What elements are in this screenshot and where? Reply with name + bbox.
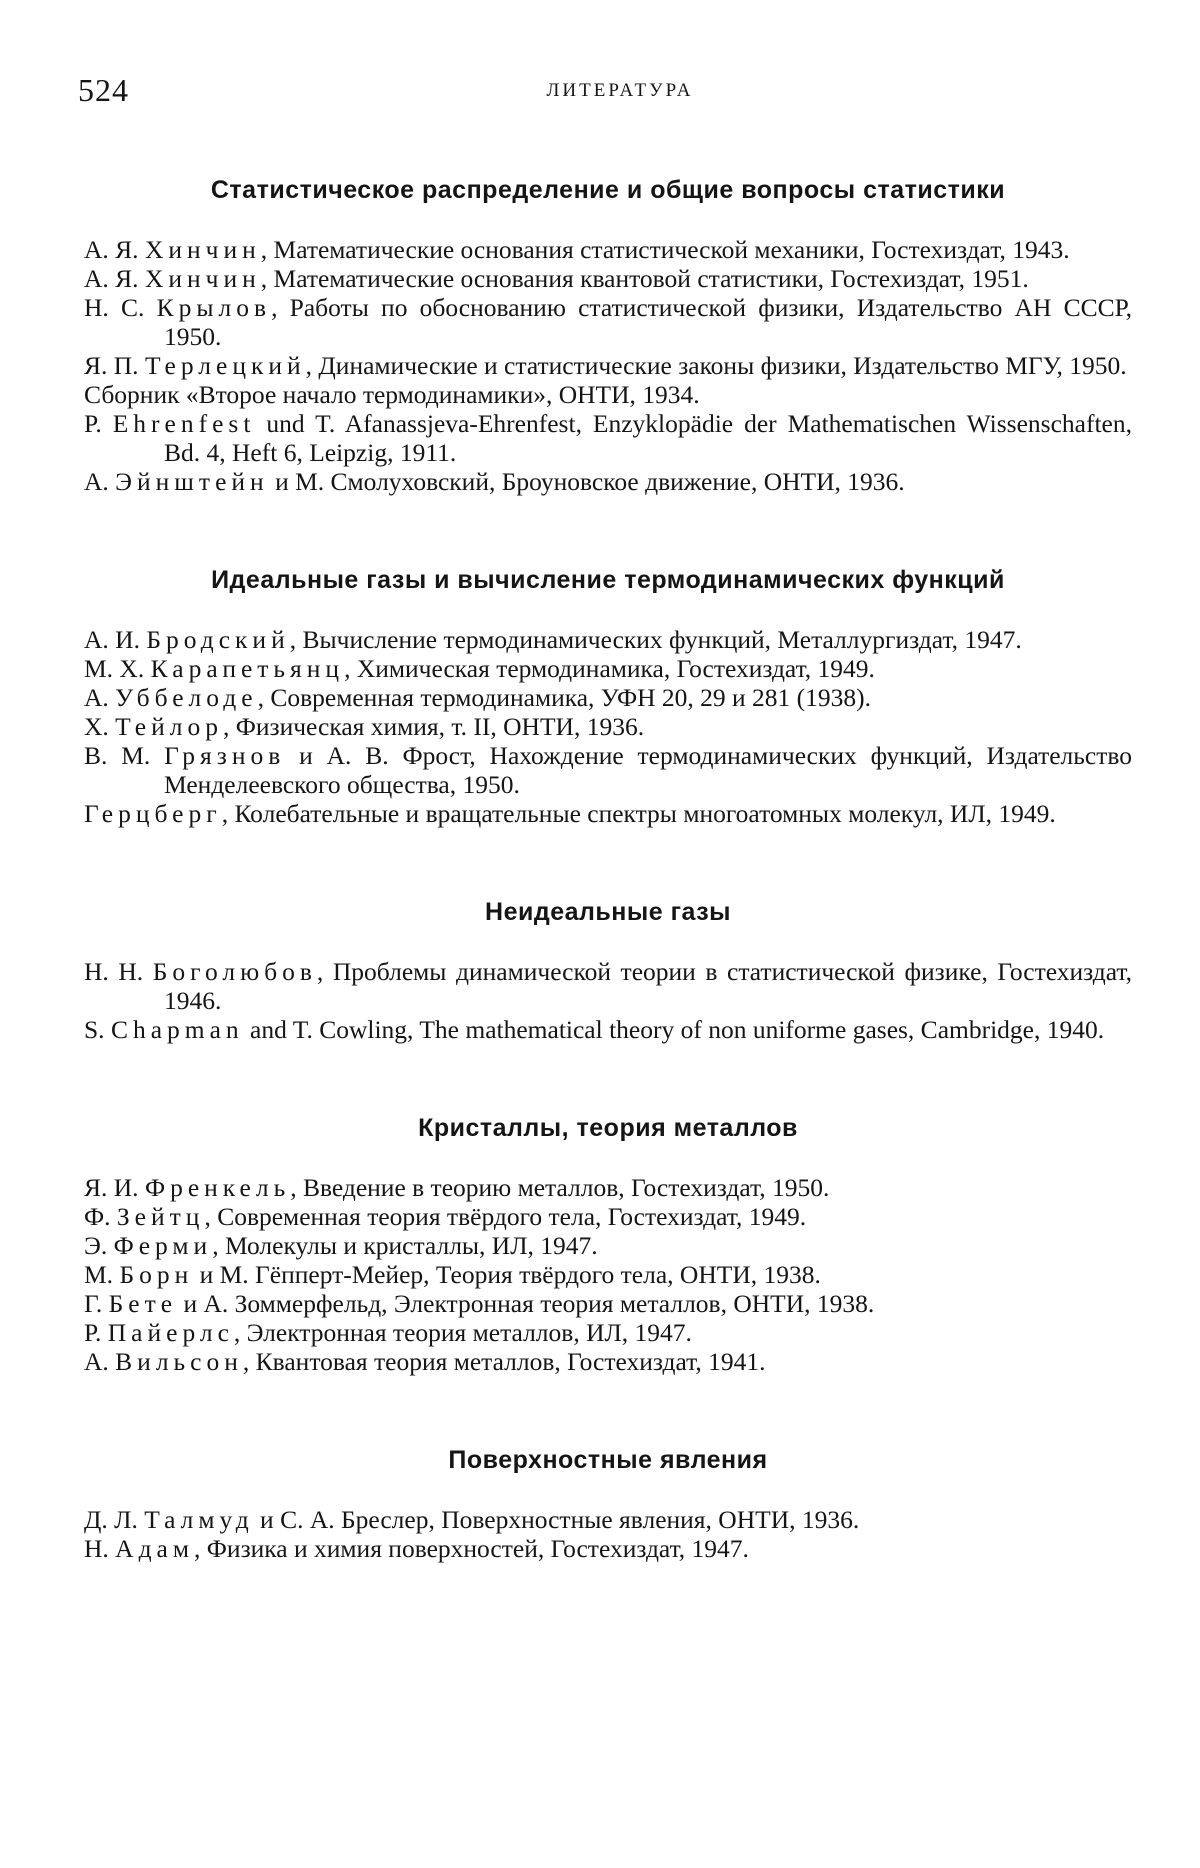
reference-author: Пайерлс [107,1318,234,1347]
reference-details: , Проблемы динамической теории в статистической физике, Гостехиздат, 1946. [164,957,1132,1015]
reference-author: Грязнов [164,741,286,770]
reference-details: Сборник «Второе начало термодинамики», ОНТИ, 1934. [84,380,700,409]
section-heading: Неидеальные газы [485,898,731,926]
reference-details: , Современная термодинамика, УФН 20, 29 и 281 (1938). [257,683,872,712]
reference-entry [84,1260,1132,1289]
reference-list [84,957,1132,1044]
reference-entry [84,293,1132,351]
reference-details: и М. Смолуховский, Броуновское движение, ОНТИ, 1936. [268,467,905,496]
reference-author: Борн [119,1260,194,1289]
reference-entry [84,957,1132,1015]
reference-entry [84,1231,1132,1260]
reference-details: , Колебательные и вращательные спектры многоатомных молекул, ИЛ, 1949. [221,799,1056,828]
reference-author: Хинчин [144,235,261,264]
reference-details: , Молекулы и кристаллы, ИЛ, 1947. [212,1231,598,1260]
reference-details: и С. А. Бреслер, Поверхностные явления, ОНТИ, 1936. [253,1505,860,1534]
page-number: 524 [78,72,129,108]
reference-details: , Физика и химия поверхностей, Гостехиздат, 1947. [194,1534,749,1563]
reference-list [84,235,1132,496]
reference-initials: Я. П. [84,351,145,380]
section-heading: Идеальные газы и вычисление термодинамических функций [211,566,1005,594]
reference-entry [84,1534,1132,1563]
running-title: ЛИТЕРАТУРА [546,80,694,101]
reference-author: Адам [115,1534,195,1563]
reference-details: , Вычисление термодинамических функций, Металлургиздат, 1947. [289,625,1022,654]
reference-author: Ферми [113,1231,213,1260]
reference-initials: Ф. [84,1202,117,1231]
reference-author: Вильсон [115,1347,243,1376]
reference-initials: А. И. [84,625,147,654]
reference-initials: Д. Л. [84,1505,145,1534]
reference-author: Френкель [144,1173,291,1202]
reference-initials: Р. [84,1318,108,1347]
reference-entry [84,235,1132,264]
reference-initials: Г. [84,1289,109,1318]
reference-author: Бродский [146,625,290,654]
reference-entry [84,1202,1132,1231]
reference-entry [84,683,1132,712]
reference-initials: В. М. [84,741,165,770]
reference-author: Боголюбов [152,957,317,986]
reference-entry [84,712,1132,741]
reference-initials: P. [84,409,113,438]
reference-initials: А. [84,1347,116,1376]
bibliography [84,176,1132,1633]
reference-initials: А. Я. [84,235,145,264]
reference-details: , Электронная теория металлов, ИЛ, 1947. [233,1318,692,1347]
reference-details: , Физическая химия, т. II, ОНТИ, 1936. [222,712,645,741]
running-head [78,72,1122,112]
reference-details: и А. В. Фрост, Нахождение термодинамических функций, Издательство Менделеевского общества, 1950. [164,741,1132,799]
reference-details: , Динамические и статистические законы физики, Издательство МГУ, 1950. [305,351,1127,380]
reference-author: Терлецкий [144,351,306,380]
reference-details: , Введение в теорию металлов, Гостехиздат, 1950. [290,1173,830,1202]
reference-author: Карапетьянц [150,654,345,683]
reference-author: Эйнштейн [115,467,269,496]
reference-initials: М. Х. [84,654,151,683]
reference-entry [84,1015,1132,1044]
reference-entry [84,625,1132,654]
reference-details: , Квантовая теория металлов, Гостехиздат, 1941. [242,1347,766,1376]
reference-author: Тейлор [115,712,223,741]
section-heading: Поверхностные явления [448,1446,768,1474]
reference-author: Герцберг [84,799,222,828]
section-heading: Статистическое распределение и общие вопросы статистики [210,176,1006,204]
reference-author: Ehrenfest [112,409,256,438]
reference-author: Хинчин [144,264,261,293]
reference-list [84,1173,1132,1376]
reference-entry [84,654,1132,683]
reference-entry [84,380,1132,409]
reference-details: und T. Afanassjeva-Ehrenfest, Enzyklopädie der Mathematischen Wissenschaften, Bd. 4, Heft 6, Leipzig, 1911. [164,409,1133,467]
reference-initials: S. [84,1015,111,1044]
reference-details: и М. Гёпперт-Мейер, Теория твёрдого тела, ОНТИ, 1938. [193,1260,821,1289]
reference-entry [84,1347,1132,1376]
reference-entry [84,1173,1132,1202]
reference-list [84,1505,1132,1563]
reference-author: Талмуд [144,1505,254,1534]
reference-details: и А. Зоммерфельд, Электронная теория металлов, ОНТИ, 1938. [177,1289,875,1318]
reference-initials: А. Я. [84,264,145,293]
reference-initials: Э. [84,1231,114,1260]
reference-details: , Математические основания статистической механики, Гостехиздат, 1943. [260,235,1070,264]
reference-initials: А. [84,683,116,712]
reference-details: , Химическая термодинамика, Гостехиздат, 1949. [344,654,875,683]
reference-entry [84,741,1132,799]
reference-author: Бете [108,1289,178,1318]
reference-initials: Я. И. [84,1173,145,1202]
reference-entry [84,1505,1132,1534]
reference-initials: М. [84,1260,120,1289]
reference-list [84,625,1132,828]
reference-author: Уббелоде [115,683,258,712]
reference-author: Chapman [110,1015,244,1044]
reference-details: , Современная теория твёрдого тела, Гостехиздат, 1949. [204,1202,807,1231]
reference-details: , Математические основания квантовой статистики, Гостехиздат, 1951. [260,264,1029,293]
reference-author: Зейтц [116,1202,205,1231]
reference-entry [84,351,1132,380]
reference-entry [84,409,1132,467]
reference-details: , Работы по обоснованию статистической физики, Издательство АН СССР, 1950. [164,293,1132,351]
reference-initials: Н. С. [84,293,157,322]
reference-entry [84,467,1132,496]
reference-initials: Х. [84,712,116,741]
reference-initials: Н. [84,1534,116,1563]
reference-initials: А. [84,467,116,496]
reference-initials: Н. Н. [84,957,153,986]
reference-entry [84,1289,1132,1318]
reference-entry [84,1318,1132,1347]
reference-entry [84,799,1132,828]
section-heading: Кристаллы, теория металлов [418,1114,798,1142]
reference-entry [84,264,1132,293]
reference-author: Крылов [156,293,272,322]
reference-details: and T. Cowling, The mathematical theory of non uniforme gases, Cambridge, 1940. [243,1015,1105,1044]
